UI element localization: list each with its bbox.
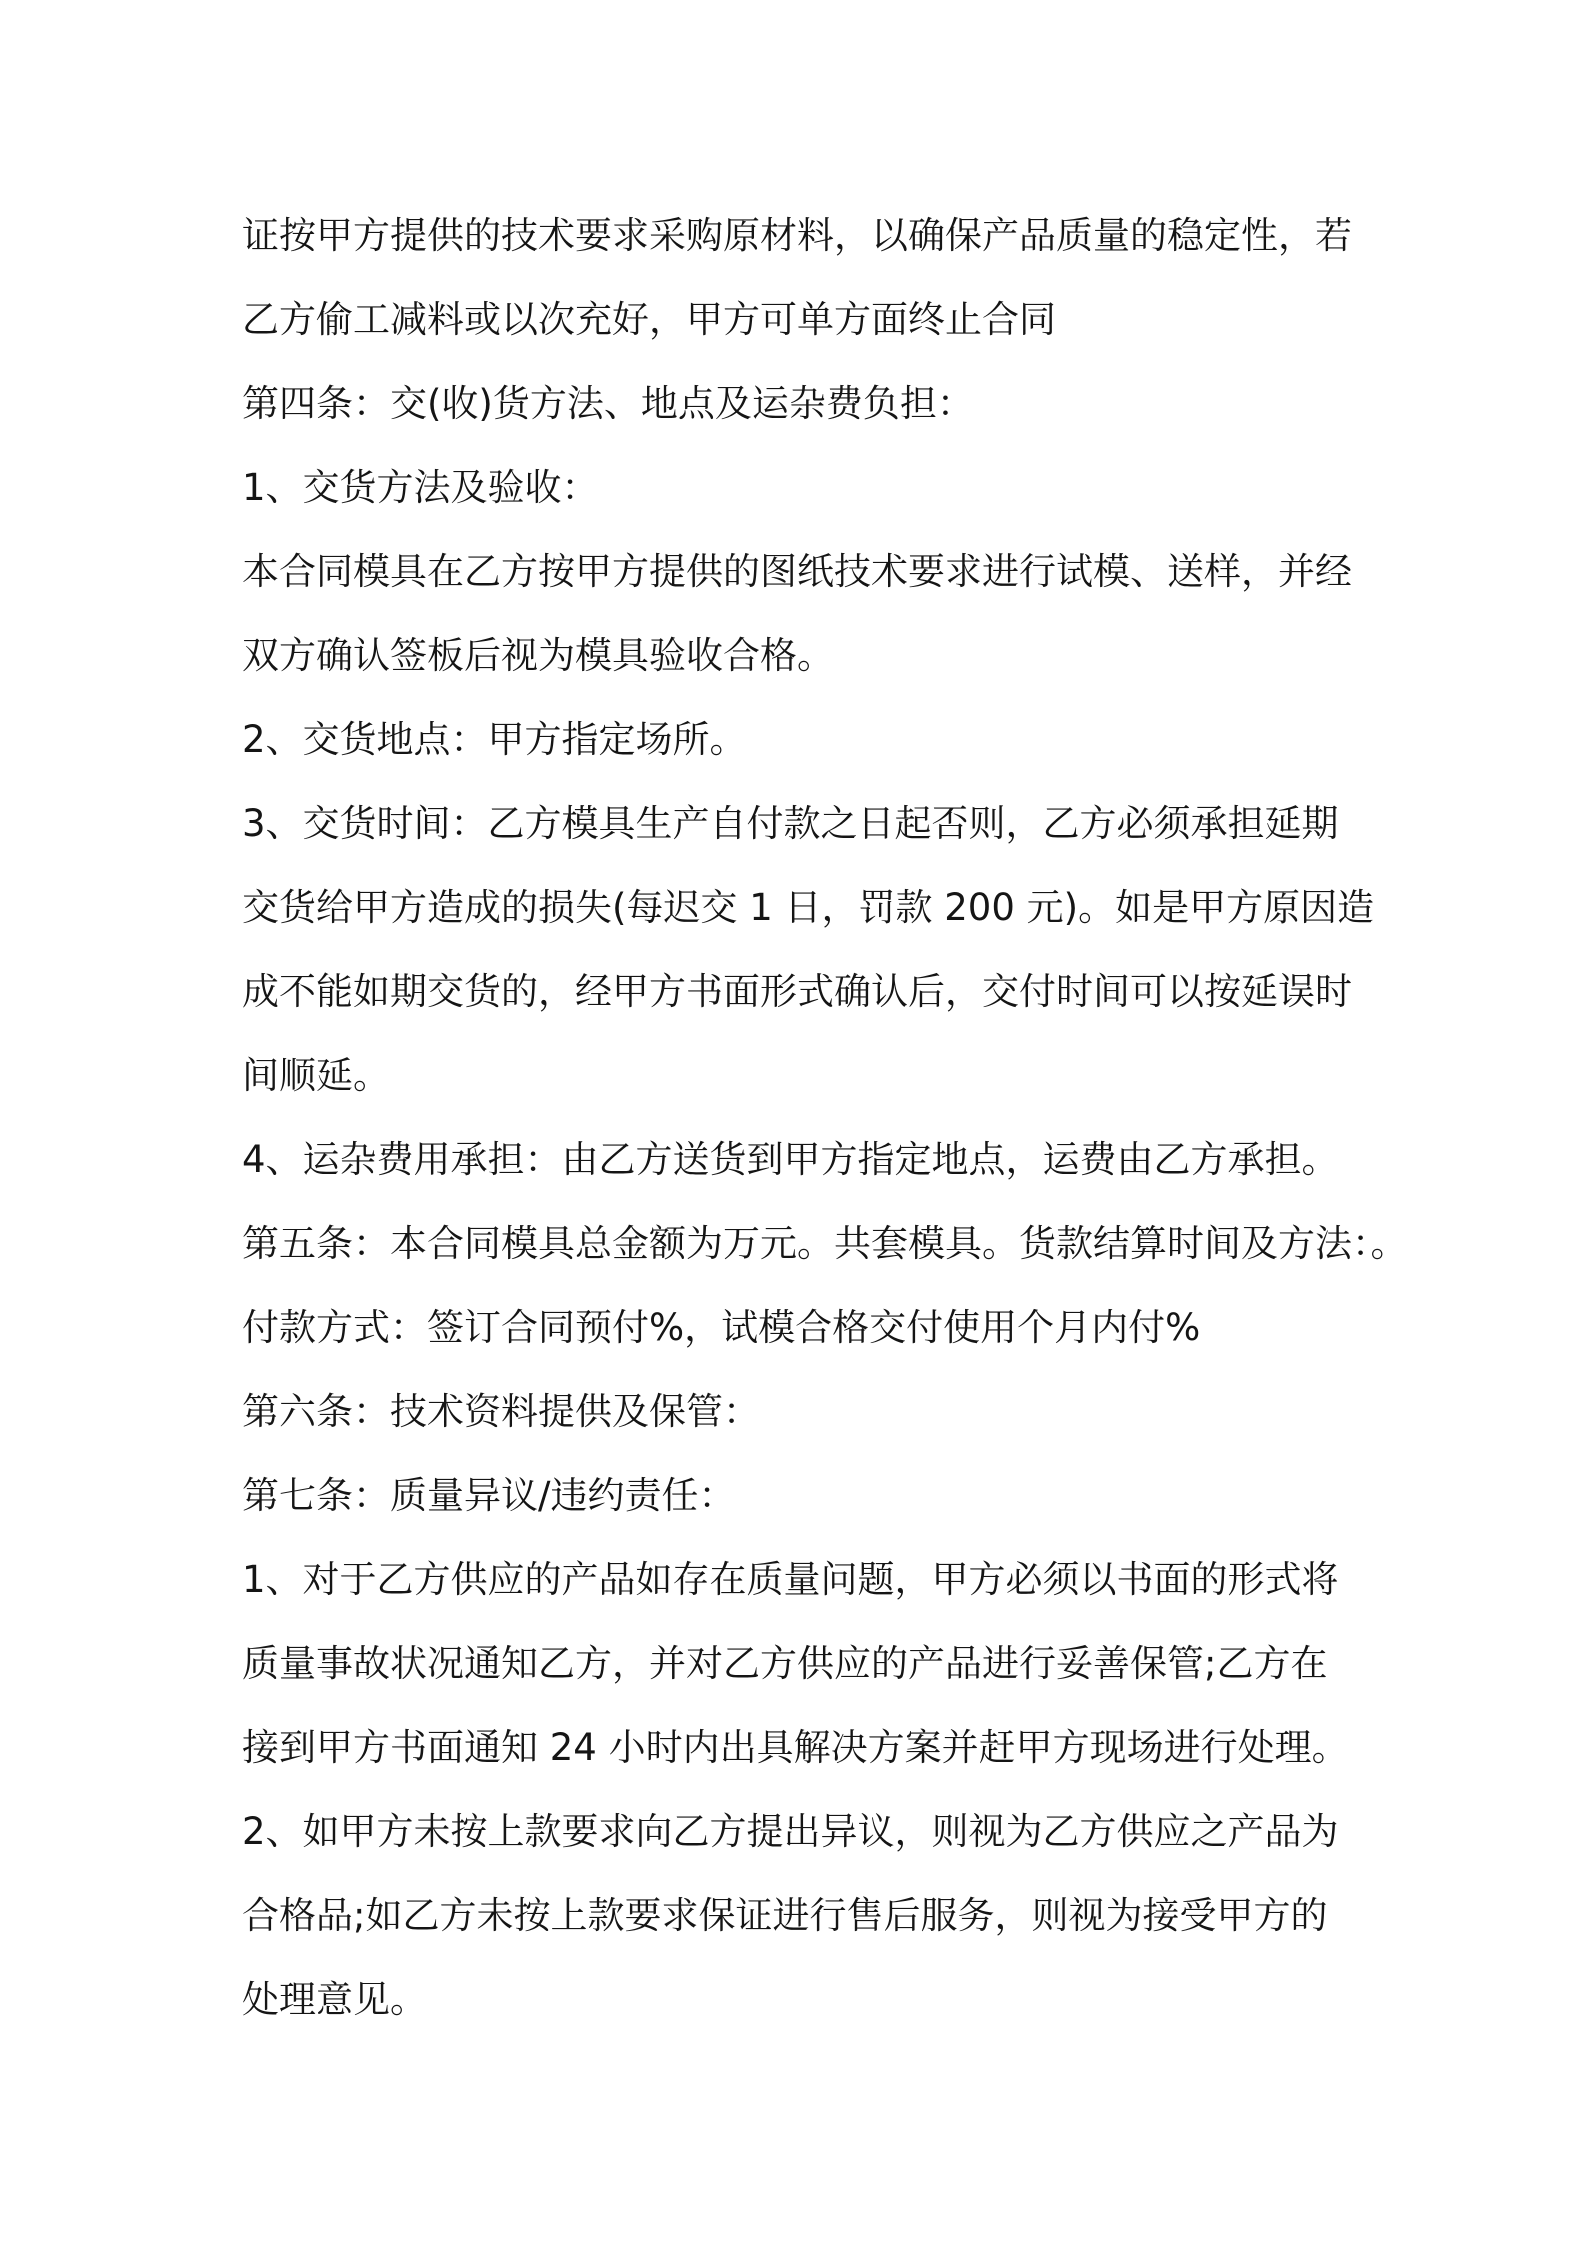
section-heading-article-4: 第四条：交(收)货方法、地点及运杂费负担： <box>242 382 974 425</box>
text-line: 质量事故状况通知乙方，并对乙方供应的产品进行妥善保管;乙方在 <box>242 1642 1328 1685</box>
text-line: 交货给甲方造成的损失(每迟交 1 日，罚款 200 元)。如是甲方原因造 <box>242 886 1375 929</box>
text-line: 本合同模具在乙方按甲方提供的图纸技术要求进行试模、送样，并经 <box>242 550 1352 593</box>
text-line: 乙方偷工减料或以次充好，甲方可单方面终止合同 <box>242 298 1056 341</box>
text-line: 3、交货时间：乙方模具生产自付款之日起否则，乙方必须承担延期 <box>242 802 1339 845</box>
text-line: 处理意见。 <box>242 1978 427 2021</box>
text-line: 4、运杂费用承担：由乙方送货到甲方指定地点，运费由乙方承担。 <box>242 1138 1339 1181</box>
text-line: 成不能如期交货的，经甲方书面形式确认后，交付时间可以按延误时 <box>242 970 1352 1013</box>
text-line: 合格品;如乙方未按上款要求保证进行售后服务，则视为接受甲方的 <box>242 1894 1328 1937</box>
section-heading-article-7: 第七条：质量异议/违约责任： <box>242 1474 736 1517</box>
section-heading-article-5: 第五条：本合同模具总金额为万元。共套模具。货款结算时间及方法：。 <box>242 1222 1408 1265</box>
section-heading-article-6: 第六条：技术资料提供及保管： <box>242 1390 760 1433</box>
text-line: 接到甲方书面通知 24 小时内出具解决方案并赶甲方现场进行处理。 <box>242 1726 1349 1769</box>
text-line: 付款方式：签订合同预付%，试模合格交付使用个月内付% <box>242 1306 1201 1349</box>
text-line: 双方确认签板后视为模具验收合格。 <box>242 634 834 677</box>
text-line: 2、交货地点：甲方指定场所。 <box>242 718 747 761</box>
text-line: 证按甲方提供的技术要求采购原材料，以确保产品质量的稳定性，若 <box>242 214 1352 257</box>
text-line: 2、如甲方未按上款要求向乙方提出异议，则视为乙方供应之产品为 <box>242 1810 1339 1853</box>
text-line: 1、交货方法及验收： <box>242 466 599 509</box>
text-line: 间顺延。 <box>242 1054 390 1097</box>
contract-text-body <box>242 194 1408 2042</box>
text-line: 1、对于乙方供应的产品如存在质量问题，甲方必须以书面的形式将 <box>242 1558 1339 1601</box>
